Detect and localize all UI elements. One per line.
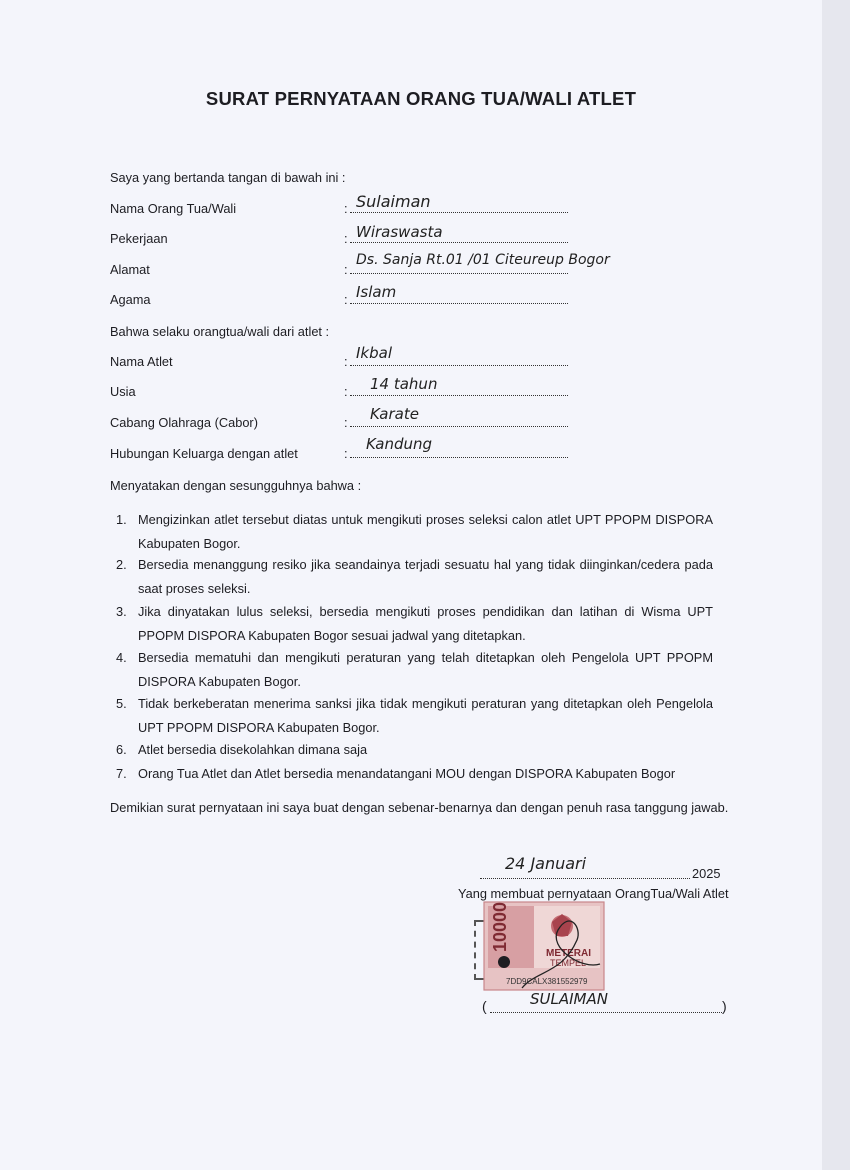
field-colon: :	[344, 446, 348, 461]
handwritten-relationship: Kandung	[366, 435, 433, 453]
statement-text: Bersedia menanggung resiko jika seandainya terjadi sesuatu hal yang tidak diinginkan/cedera pada saat proses seleksi.	[138, 557, 713, 596]
date-year: 2025	[692, 866, 721, 881]
statement-text: Jika dinyatakan lulus seleksi, bersedia mengikuti proses pendidikan dan latihan di Wisma UPT PPOPM DISPORA Kabupaten Bogor sesuai jadwal yang ditetapkan.	[138, 604, 713, 643]
statement-text: Mengizinkan atlet tersebut diatas untuk mengikuti proses seleksi calon atlet UPT PPOPM DISPORA Kabupaten Bogor.	[138, 512, 713, 551]
name-open-paren: (	[482, 998, 487, 1014]
field-colon: :	[344, 354, 348, 369]
handwritten-date: 24 Januari	[505, 854, 587, 873]
handwritten-address: Ds. Sanja Rt.01 /01 Citeureup Bogor	[356, 252, 610, 268]
field-label-age: Usia	[110, 384, 136, 399]
statement-number: 4.	[116, 650, 127, 665]
date-fill-line	[480, 878, 690, 879]
statement-text: Tidak berkeberatan menerima sanksi jika tidak mengikuti peraturan yang ditetapkan oleh Pengelola UPT PPOPM DISPORA Kabupaten Bogor.	[138, 696, 713, 735]
fill-line	[350, 212, 568, 213]
signature-name-line	[490, 1012, 722, 1013]
stamp-amount: 10000	[490, 901, 510, 952]
handwritten-age: 14 tahun	[370, 375, 438, 393]
statement-number: 6.	[116, 742, 127, 757]
field-label-athlete-name: Nama Atlet	[110, 354, 173, 369]
handwritten-signer-name: SULAIMAN	[530, 990, 608, 1008]
fill-line	[350, 273, 568, 274]
statement-number: 3.	[116, 604, 127, 619]
statement-text: Orang Tua Atlet dan Atlet bersedia menandatangani MOU dengan DISPORA Kabupaten Bogor	[138, 766, 676, 781]
signer-caption: Yang membuat pernyataan OrangTua/Wali Atlet	[458, 886, 729, 901]
field-colon: :	[344, 262, 348, 277]
stamp-label-line2: TEMPEL	[550, 958, 587, 968]
field-label-sport: Cabang Olahraga (Cabor)	[110, 415, 258, 430]
field-label-address: Alamat	[110, 262, 150, 277]
handwritten-religion: Islam	[356, 283, 397, 301]
field-label-relationship: Hubungan Keluarga dengan atlet	[110, 446, 298, 461]
meterai-stamp-graphic	[482, 900, 606, 992]
closing-paragraph: Demikian surat pernyataan ini saya buat dengan sebenar-benarnya dan dengan penuh rasa tanggung jawab.	[110, 800, 729, 815]
statement-text: Bersedia mematuhi dan mengikuti peraturan yang telah ditetapkan oleh Pengelola UPT PPOPM DISPORA Kabupaten Bogor.	[138, 650, 713, 689]
field-colon: :	[344, 384, 348, 399]
field-colon: :	[344, 231, 348, 246]
fill-line	[350, 242, 568, 243]
field-colon: :	[344, 292, 348, 307]
document-title: SURAT PERNYATAAN ORANG TUA/WALI ATLET	[205, 88, 637, 109]
field-colon: :	[344, 415, 348, 430]
statement-text: Atlet bersedia disekolahkan dimana saja	[138, 742, 368, 757]
name-close-paren: )	[722, 998, 727, 1014]
statement-number: 5.	[116, 696, 127, 711]
stamp-serial: 7DD9CALX381552979	[506, 977, 588, 986]
field-label-occupation: Pekerjaan	[110, 231, 168, 246]
handwritten-occupation: Wiraswasta	[356, 223, 443, 241]
fill-line	[350, 426, 568, 427]
page-edge	[822, 0, 850, 1170]
handwritten-athlete-name: Ikbal	[356, 344, 392, 362]
statement-number: 7.	[116, 766, 127, 781]
fill-line	[350, 457, 568, 458]
statement-number: 2.	[116, 557, 127, 572]
fill-line	[350, 365, 568, 366]
statement-number: 1.	[116, 512, 127, 527]
athlete-intro-text: Bahwa selaku orangtua/wali dari atlet :	[110, 324, 330, 339]
meterai-stamp	[482, 900, 606, 992]
handwritten-parent-name: Sulaiman	[356, 192, 431, 211]
handwritten-sport: Karate	[370, 405, 419, 423]
intro-text: Saya yang bertanda tangan di bawah ini :	[110, 170, 346, 185]
field-label-religion: Agama	[110, 292, 151, 307]
stamp-label-line1: METERAI	[546, 948, 591, 959]
field-colon: :	[344, 201, 348, 216]
field-label-parent-name: Nama Orang Tua/Wali	[110, 201, 237, 216]
fill-line	[350, 303, 568, 304]
statement-intro-text: Menyatakan dengan sesungguhnya bahwa :	[110, 478, 362, 493]
fill-line	[350, 395, 568, 396]
